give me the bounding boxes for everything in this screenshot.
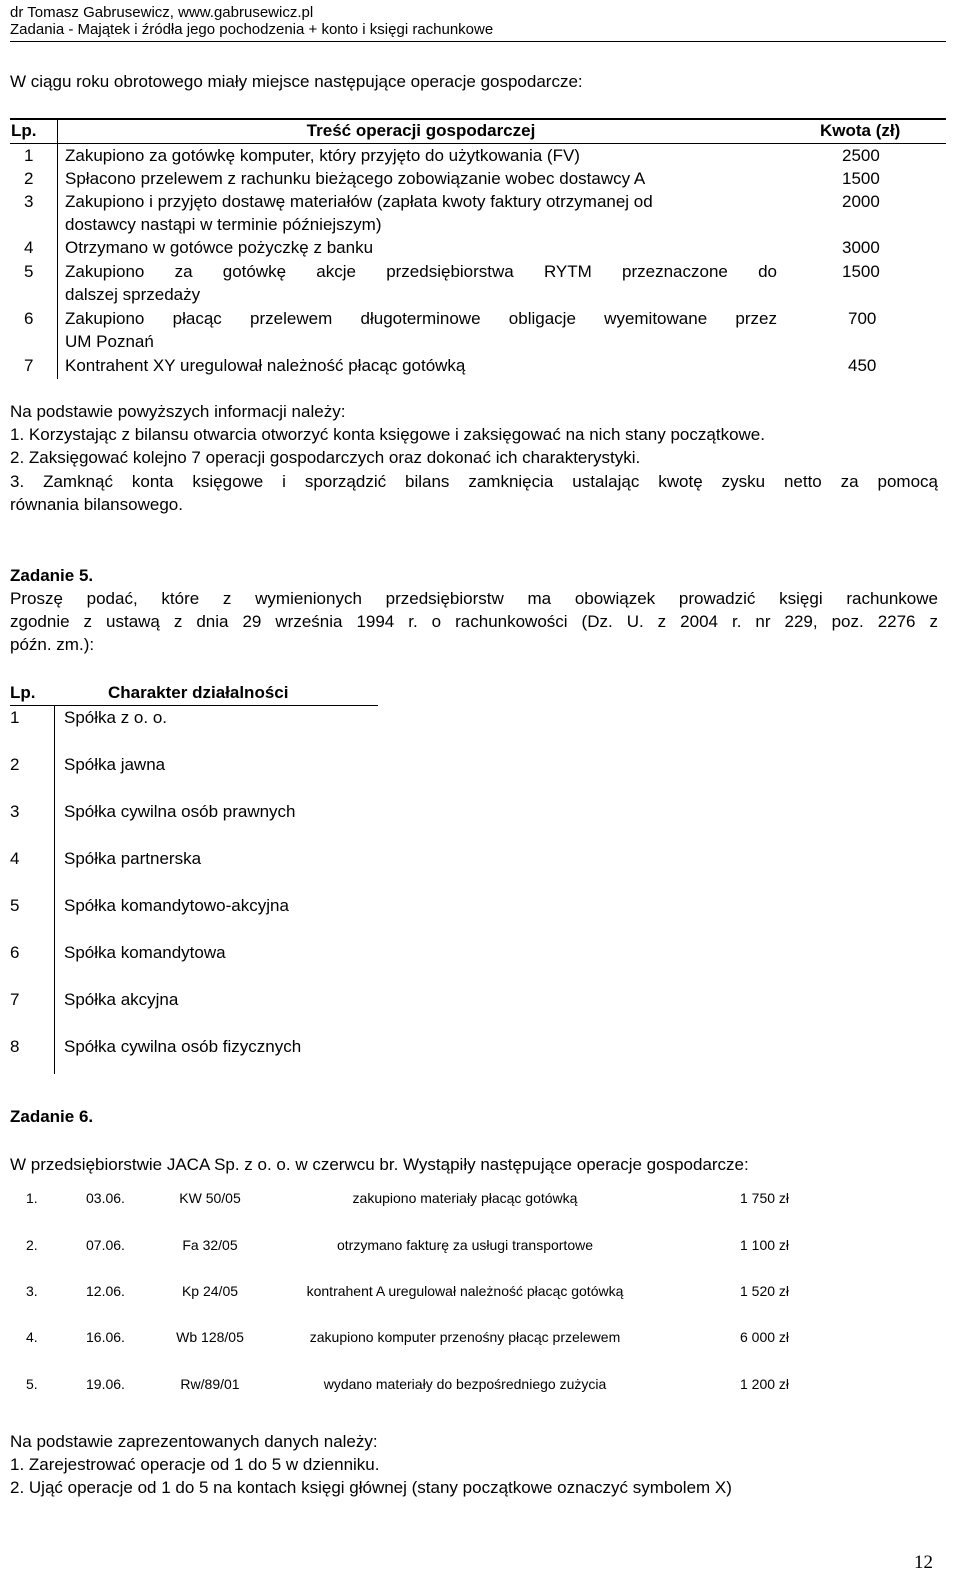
task4-instruction-1: 1. Korzystając z bilansu otwarcia otworzyć konta księgowe i zaksięgować na nich stany początkowe. — [10, 425, 765, 444]
row-description: Kontrahent XY uregulował należność płacąc gotówką — [65, 356, 466, 375]
entity-name: Spółka jawna — [64, 755, 166, 774]
entity-lp: 8 — [10, 1037, 20, 1056]
op-document: KW 50/05 — [179, 1190, 241, 1206]
op-number: 5. — [26, 1376, 38, 1392]
entity-header-lp: Lp. — [10, 683, 36, 702]
entity-header-type: Charakter działalności — [108, 683, 289, 702]
op-date: 03.06. — [86, 1190, 125, 1206]
row-lp: 7 — [24, 356, 34, 375]
task4-instruction-2: 2. Zaksięgować kolejno 7 operacji gospodarczych oraz dokonać ich charakterystyki. — [10, 448, 641, 467]
row-amount: 1500 — [842, 169, 880, 188]
row-amount: 3000 — [842, 238, 880, 257]
op-number: 1. — [26, 1190, 38, 1206]
op-description: zakupiono komputer przenośny płacąc przelewem — [309, 1329, 621, 1345]
entity-lp: 4 — [10, 849, 20, 868]
entity-lp: 5 — [10, 896, 20, 915]
table-header-rule — [10, 143, 946, 144]
task5-text-line-3: późn. zm.): — [10, 635, 95, 654]
task6-title: Zadanie 6. — [10, 1107, 94, 1126]
op-document: Fa 32/05 — [182, 1237, 238, 1253]
row-lp: 5 — [24, 262, 34, 281]
task5-text-line-2: zgodnie z ustawą z dnia 29 września 1994 r. o rachunkowości (Dz. U. z 2004 r. nr 229, poz. 2276 z — [10, 612, 938, 631]
row-description: Zakupiono płacąc przelewem długoterminowe obligacje wyemitowane przez — [65, 309, 777, 328]
header-rule — [10, 41, 946, 42]
header-author: dr Tomasz Gabrusewicz, www.gabrusewicz.pl — [10, 4, 314, 21]
task4-instruction-3: 3. Zamknąć konta księgowe i sporządzić bilans zamknięcia ustalając kwotę zysku netto za pomocą — [10, 472, 938, 491]
task5-text-line-1: Proszę podać, które z wymienionych przedsiębiorstw ma obowiązek prowadzić księgi rachunkowe — [10, 589, 938, 608]
op-number: 3. — [26, 1283, 38, 1299]
entity-header-rule — [10, 705, 378, 706]
row-lp: 3 — [24, 192, 34, 211]
entity-lp: 1 — [10, 708, 20, 727]
op-number: 4. — [26, 1329, 38, 1345]
op-document: Rw/89/01 — [180, 1376, 240, 1392]
entity-lp: 2 — [10, 755, 20, 774]
task6-instruction-2: 2. Ująć operacje od 1 do 5 na kontach księgi głównej (stany początkowe oznaczyć symbolem X) — [10, 1478, 732, 1497]
entity-name: Spółka z o. o. — [64, 708, 168, 727]
op-date: 16.06. — [86, 1329, 125, 1345]
row-description-cont: dostawcy nastąpi w terminie późniejszym) — [65, 215, 382, 234]
row-description: Zakupiono za gotówkę akcje przedsiębiorstwa RYTM przeznaczone do — [65, 262, 777, 281]
row-description: Otrzymano w gotówce pożyczkę z banku — [65, 238, 374, 257]
op-amount: 1 520 zł — [740, 1283, 790, 1299]
op-number: 2. — [26, 1237, 38, 1253]
row-amount: 450 — [848, 356, 877, 375]
entity-name: Spółka cywilna osób fizycznych — [64, 1037, 302, 1056]
op-description: zakupiono materiały płacąc gotówką — [352, 1190, 578, 1206]
header-subject: Zadania - Majątek i źródła jego pochodzenia + konto i księgi rachunkowe — [10, 21, 494, 38]
op-document: Kp 24/05 — [181, 1283, 239, 1299]
row-description: Spłacono przelewem z rachunku bieżącego zobowiązanie wobec dostawcy A — [65, 169, 646, 188]
entity-name: Spółka cywilna osób prawnych — [64, 802, 296, 821]
task5-title: Zadanie 5. — [10, 566, 94, 585]
entity-name: Spółka komandytowo-akcyjna — [64, 896, 289, 915]
table-top-rule — [10, 118, 946, 120]
row-amount: 700 — [848, 309, 877, 328]
op-description: kontrahent A uregulował należność płacąc gotówką — [306, 1283, 624, 1299]
op-date: 12.06. — [86, 1283, 125, 1299]
row-amount: 2000 — [842, 192, 880, 211]
table-header-amount: Kwota (zł) — [820, 121, 901, 140]
page-number: 12 — [914, 1552, 933, 1573]
table-column-rule — [57, 118, 58, 379]
row-description: Zakupiono za gotówkę komputer, który przyjęto do użytkowania (FV) — [65, 146, 580, 165]
row-lp: 4 — [24, 238, 34, 257]
op-date: 19.06. — [86, 1376, 125, 1392]
row-amount: 2500 — [842, 146, 880, 165]
task6-instruction-1: 1. Zarejestrować operacje od 1 do 5 w dzienniku. — [10, 1455, 380, 1474]
task6-intro: W przedsiębiorstwie JACA Sp. z o. o. w czerwcu br. Wystąpiły następujące operacje gospodarcze: — [10, 1155, 749, 1174]
task4-instructions-title: Na podstawie powyższych informacji należy: — [10, 402, 346, 421]
entity-name: Spółka komandytowa — [64, 943, 226, 962]
entity-lp: 6 — [10, 943, 20, 962]
op-amount: 1 750 zł — [740, 1190, 790, 1206]
task4-intro: W ciągu roku obrotowego miały miejsce następujące operacje gospodarcze: — [10, 72, 583, 91]
task4-instruction-3-cont: równania bilansowego. — [10, 495, 183, 514]
row-lp: 1 — [24, 146, 34, 165]
op-document: Wb 128/05 — [176, 1329, 244, 1345]
entity-name: Spółka akcyjna — [64, 990, 179, 1009]
op-amount: 1 100 zł — [740, 1237, 790, 1253]
table-header-description: Treść operacji gospodarczej — [306, 121, 536, 140]
row-description-cont: dalszej sprzedaży — [65, 285, 201, 304]
row-lp: 6 — [24, 309, 34, 328]
op-amount: 1 200 zł — [740, 1376, 790, 1392]
entity-lp: 3 — [10, 802, 20, 821]
op-date: 07.06. — [86, 1237, 125, 1253]
op-description: wydano materiały do bezpośredniego zużycia — [323, 1376, 607, 1392]
entity-name: Spółka partnerska — [64, 849, 202, 868]
task6-instructions-title: Na podstawie zaprezentowanych danych należy: — [10, 1432, 378, 1451]
entity-lp: 7 — [10, 990, 20, 1009]
entity-column-rule — [54, 706, 55, 1074]
table-header-lp: Lp. — [11, 121, 37, 140]
row-amount: 1500 — [842, 262, 880, 281]
row-lp: 2 — [24, 169, 34, 188]
op-description: otrzymano fakturę za usługi transportowe — [336, 1237, 593, 1253]
row-description: Zakupiono i przyjęto dostawę materiałów (zapłata kwoty faktury otrzymanej od — [65, 192, 653, 211]
op-amount: 6 000 zł — [740, 1329, 790, 1345]
row-description-cont: UM Poznań — [65, 332, 154, 351]
